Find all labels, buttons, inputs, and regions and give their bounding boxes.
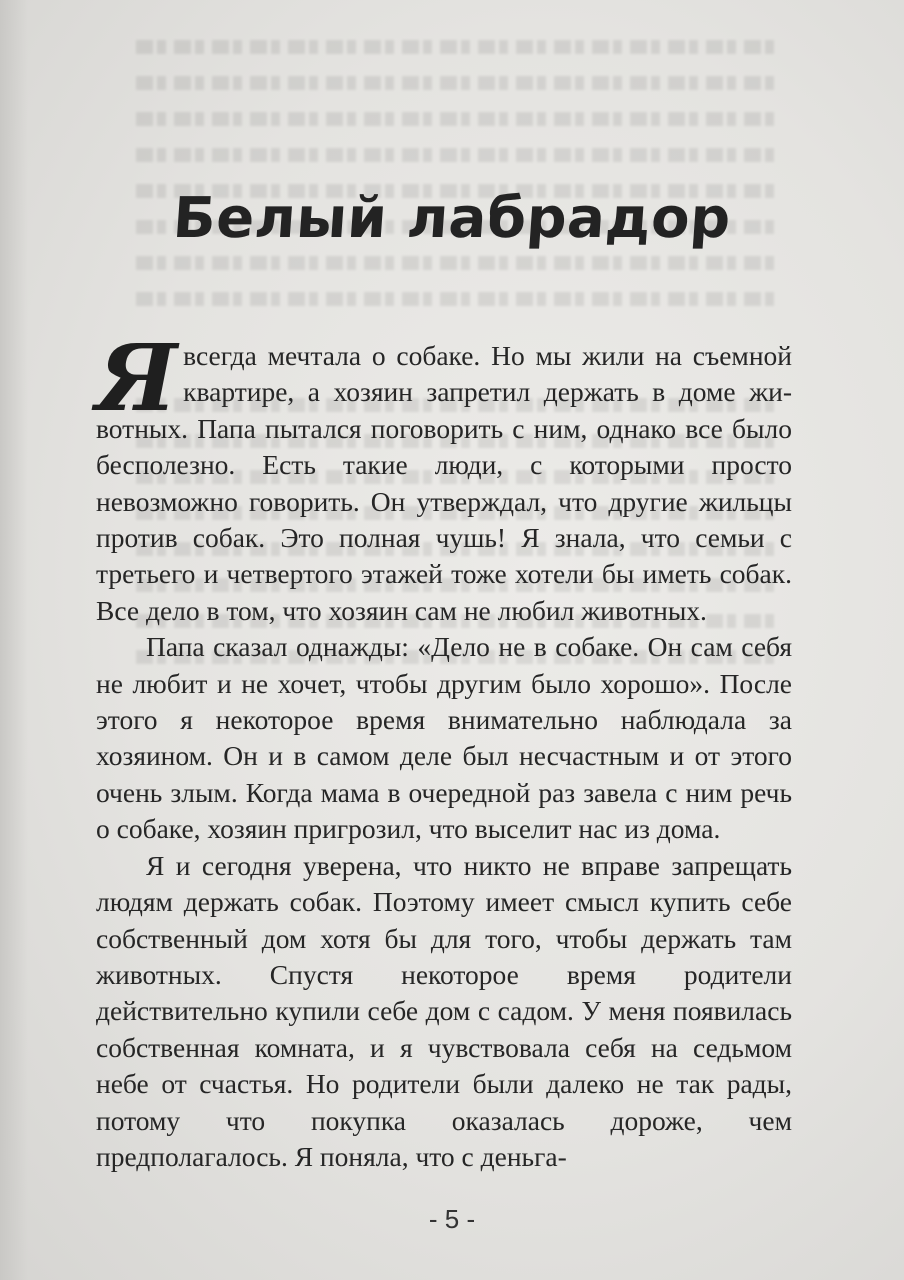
drop-cap: Я [96, 324, 178, 432]
paragraph-2: Папа сказал однажды: «Дело не в собаке. Он сам себя не любит и не хочет, чтобы другим было хорошо». После этого я некоторое время внимательно наблюдала за хозяином. Он и в самом деле был несчастным и от этого очень злым. Когда мама в очередной раз завела с ним речь о собаке, хозяин пригрозил, что выселит нас из дома. [96, 631, 792, 845]
body-text [96, 324, 792, 1175]
paragraph-1-text: всегда мечтала о собаке. Но мы жили на съемной квартире, а хозяин запретил держать в доме животных. Папа пытался поговорить с ним, однако все было бесполезно. Есть такие люди, с которыми просто невозможно говорить. Он утверждал, что другие жильцы против собак. Это полная чушь! Я знала, что семьи с третьего и четвертого этажей тоже хотели бы иметь собак. Все дело в том, что хозяин сам не любил животных. [96, 340, 792, 626]
paragraph-1 [96, 324, 792, 629]
paragraph-3: Я и сегодня уверена, что никто не вправе запрещать людям держать собак. Поэтому имеет смысл купить себе собственный дом хотя бы для того, чтобы держать там животных. Спустя некоторое время родители действительно купили себе дом с садом. У меня появилась собственная комната, и я чувствовала себя на седьмом небе от счастья. Но родители были далеко не так рады, потому что покупка оказалась дороже, чем предполагалось. Я поняла, что с деньга- [96, 849, 792, 1172]
chapter-title: Белый лабрадор [170, 186, 734, 251]
page-number: - 5 - [428, 1204, 476, 1234]
